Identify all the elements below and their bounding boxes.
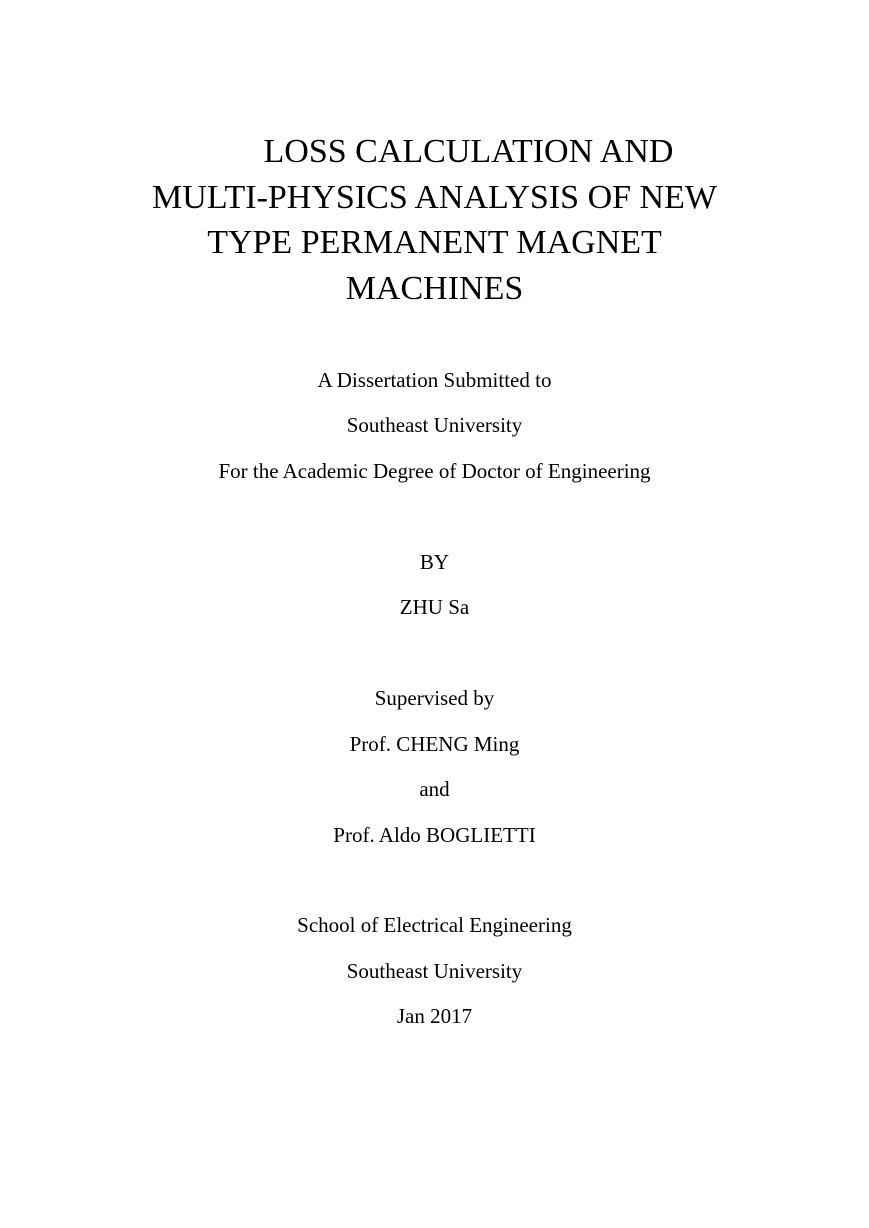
university-name: Southeast University	[346, 959, 523, 983]
title-line-1: LOSS CALCULATION AND	[263, 133, 674, 170]
supervisor-conjunction: and	[419, 777, 450, 801]
by-label: BY	[419, 550, 450, 574]
submission-line-1: A Dissertation Submitted to	[317, 368, 552, 392]
title-line-2: MULTI-PHYSICS ANALYSIS OF NEW	[152, 179, 717, 216]
school-name: School of Electrical Engineering	[297, 913, 572, 937]
submission-line-3: For the Academic Degree of Doctor of Engineering	[218, 459, 651, 483]
submission-line-2: Southeast University	[346, 413, 523, 437]
author-name: ZHU Sa	[399, 595, 470, 619]
supervised-by-label: Supervised by	[374, 686, 495, 710]
date: Jan 2017	[396, 1004, 473, 1028]
title-line-4: MACHINES	[345, 270, 524, 307]
supervisor-1: Prof. CHENG Ming	[349, 732, 520, 756]
title-line-3: TYPE PERMANENT MAGNET	[207, 224, 662, 261]
supervisor-2: Prof. Aldo BOGLIETTI	[333, 823, 536, 847]
